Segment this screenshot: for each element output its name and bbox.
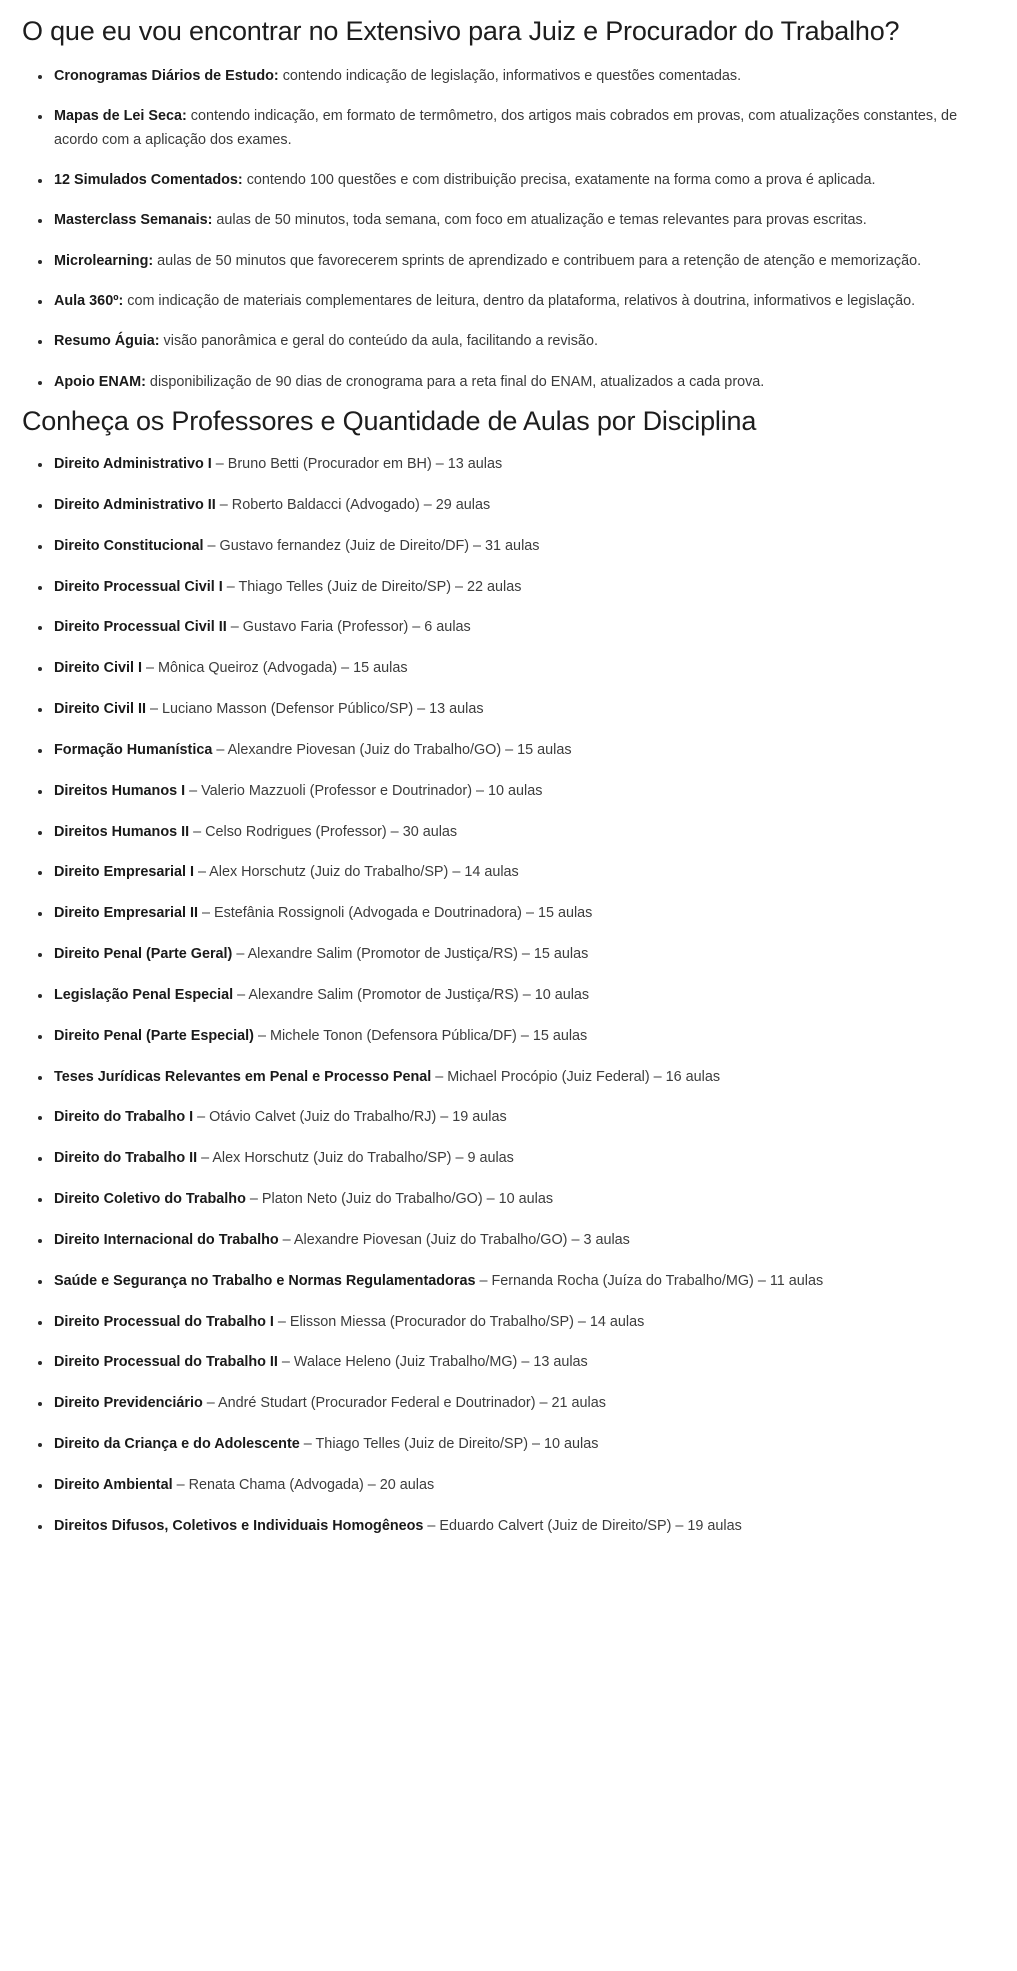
discipline-description: – Alexandre Piovesan (Juiz do Trabalho/GO) – 3 aulas	[278, 1231, 630, 1248]
list-item	[22, 290, 995, 313]
discipline-label: Direito Ambiental	[54, 1476, 173, 1493]
list-item	[22, 1229, 995, 1252]
list-item	[22, 698, 995, 721]
discipline-description: – Eduardo Calvert (Juiz de Direito/SP) – 19 aulas	[423, 1517, 742, 1534]
discipline-label: Direito Processual do Trabalho II	[54, 1354, 278, 1371]
list-item	[22, 250, 995, 273]
list-item	[22, 1270, 995, 1293]
feature-description: com indicação de materiais complementares de leitura, dentro da plataforma, relativos à doutrina, informativos e legislação.	[123, 293, 916, 310]
section-features	[22, 14, 995, 394]
teachers-section-title: Conheça os Professores e Quantidade de Aulas por Disciplina	[22, 406, 757, 437]
list-item	[22, 65, 995, 88]
discipline-label: Direito Constitucional	[54, 537, 204, 554]
list-item	[22, 209, 995, 232]
discipline-description: – Bruno Betti (Procurador em BH) – 13 aulas	[211, 456, 503, 473]
list-item	[22, 1311, 995, 1334]
list-item	[22, 616, 995, 639]
discipline-label: Direito do Trabalho I	[54, 1109, 194, 1126]
list-item	[22, 1066, 995, 1089]
discipline-description: – Renata Chama (Advogada) – 20 aulas	[172, 1476, 435, 1493]
list-item	[22, 739, 995, 762]
discipline-label: Direito da Criança e do Adolescente	[54, 1436, 300, 1453]
discipline-description: – Valerio Mazzuoli (Professor e Doutrinador) – 10 aulas	[185, 782, 543, 799]
discipline-description: – Celso Rodrigues (Professor) – 30 aulas	[189, 823, 458, 840]
list-item	[22, 453, 995, 476]
list-item	[22, 861, 995, 884]
discipline-description: – Mônica Queiroz (Advogada) – 15 aulas	[141, 660, 408, 677]
discipline-description: – Luciano Masson (Defensor Público/SP) – 13 aulas	[145, 701, 484, 718]
list-item	[22, 1433, 995, 1456]
feature-description: contendo indicação, em formato de termômetro, dos artigos mais cobrados em provas, com atualizações constantes, de acordo com a aplicação dos exames.	[54, 108, 958, 148]
discipline-description: – Alexandre Piovesan (Juiz do Trabalho/GO) – 15 aulas	[212, 741, 572, 758]
feature-label: Microlearning:	[54, 252, 154, 269]
discipline-label: Direitos Humanos II	[54, 823, 190, 840]
discipline-label: Teses Jurídicas Relevantes em Penal e Processo Penal	[54, 1068, 432, 1085]
discipline-label: Direito Penal (Parte Geral)	[54, 946, 233, 963]
list-item	[22, 169, 995, 192]
feature-label: Mapas de Lei Seca:	[54, 108, 187, 125]
feature-label: Cronogramas Diários de Estudo:	[54, 68, 279, 85]
feature-label: 12 Simulados Comentados:	[54, 172, 243, 189]
discipline-label: Direitos Humanos I	[54, 782, 186, 799]
list-item	[22, 105, 995, 152]
discipline-label: Direito Penal (Parte Especial)	[54, 1027, 254, 1044]
teachers-list	[22, 453, 995, 1538]
discipline-label: Direito Processual do Trabalho I	[54, 1313, 274, 1330]
feature-description: contendo indicação de legislação, informativos e questões comentadas.	[278, 68, 742, 85]
discipline-description: – Fernanda Rocha (Juíza do Trabalho/MG) – 11 aulas	[475, 1272, 824, 1289]
list-item	[22, 902, 995, 925]
list-item	[22, 1025, 995, 1048]
discipline-label: Direito Processual Civil II	[54, 619, 227, 636]
list-item	[22, 657, 995, 680]
discipline-description: – Elisson Miessa (Procurador do Trabalho/SP) – 14 aulas	[273, 1313, 645, 1330]
page-title: O que eu vou encontrar no Extensivo para Juiz e Procurador do Trabalho?	[22, 16, 900, 46]
feature-label: Apoio ENAM:	[54, 373, 146, 390]
discipline-label: Direito Internacional do Trabalho	[54, 1231, 279, 1248]
discipline-description: – Gustavo fernandez (Juiz de Direito/DF) – 31 aulas	[203, 537, 540, 554]
discipline-label: Direito Empresarial I	[54, 864, 194, 881]
discipline-description: – Walace Heleno (Juiz Trabalho/MG) – 13 aulas	[277, 1354, 588, 1371]
feature-label: Aula 360º:	[54, 293, 124, 310]
list-item	[22, 535, 995, 558]
list-item	[22, 1147, 995, 1170]
discipline-description: – André Studart (Procurador Federal e Doutrinador) – 21 aulas	[202, 1395, 606, 1412]
discipline-label: Direito Coletivo do Trabalho	[54, 1191, 246, 1208]
discipline-description: – Michele Tonon (Defensora Pública/DF) – 15 aulas	[253, 1027, 588, 1044]
list-item	[22, 943, 995, 966]
section-teachers	[22, 404, 995, 1538]
feature-description: contendo 100 questões e com distribuição precisa, exatamente na forma como a prova é aplicada.	[242, 172, 876, 189]
discipline-label: Direito Civil I	[54, 660, 142, 677]
discipline-label: Direito Previdenciário	[54, 1395, 203, 1412]
discipline-description: – Platon Neto (Juiz do Trabalho/GO) – 10 aulas	[245, 1191, 554, 1208]
discipline-description: – Gustavo Faria (Professor) – 6 aulas	[226, 619, 471, 636]
list-item	[22, 330, 995, 353]
list-item	[22, 494, 995, 517]
discipline-label: Direito do Trabalho II	[54, 1150, 198, 1167]
feature-label: Resumo Águia:	[54, 333, 160, 350]
feature-description: aulas de 50 minutos, toda semana, com foco em atualização e temas relevantes para provas escritas.	[212, 212, 867, 229]
discipline-description: – Alexandre Salim (Promotor de Justiça/RS) – 15 aulas	[232, 946, 589, 963]
list-item	[22, 1351, 995, 1374]
discipline-description: – Estefânia Rossignoli (Advogada e Doutrinadora) – 15 aulas	[197, 905, 593, 922]
list-item	[22, 1106, 995, 1129]
list-item	[22, 821, 995, 844]
discipline-description: – Alex Horschutz (Juiz do Trabalho/SP) – 14 aulas	[193, 864, 519, 881]
list-item	[22, 1515, 995, 1538]
list-item	[22, 984, 995, 1007]
discipline-label: Direito Administrativo I	[54, 456, 212, 473]
list-item	[22, 576, 995, 599]
discipline-description: – Thiago Telles (Juiz de Direito/SP) – 22 aulas	[222, 578, 522, 595]
discipline-label: Formação Humanística	[54, 741, 213, 758]
feature-description: aulas de 50 minutos que favorecerem sprints de aprendizado e contribuem para a retenção de atenção e memorização.	[153, 252, 922, 269]
discipline-label: Direito Processual Civil I	[54, 578, 223, 595]
discipline-description: – Otávio Calvet (Juiz do Trabalho/RJ) – 19 aulas	[193, 1109, 507, 1126]
discipline-description: – Michael Procópio (Juiz Federal) – 16 aulas	[431, 1068, 721, 1085]
features-list	[22, 65, 995, 394]
list-item	[22, 1474, 995, 1497]
discipline-label: Legislação Penal Especial	[54, 986, 234, 1003]
discipline-label: Direito Civil II	[54, 701, 146, 718]
discipline-description: – Alex Horschutz (Juiz do Trabalho/SP) – 9 aulas	[197, 1150, 514, 1167]
discipline-label: Direitos Difusos, Coletivos e Individuais Homogêneos	[54, 1517, 424, 1534]
discipline-label: Direito Empresarial II	[54, 905, 198, 922]
feature-label: Masterclass Semanais:	[54, 212, 213, 229]
list-item	[22, 1188, 995, 1211]
discipline-description: – Alexandre Salim (Promotor de Justiça/RS) – 10 aulas	[233, 986, 590, 1003]
discipline-label: Saúde e Segurança no Trabalho e Normas Regulamentadoras	[54, 1272, 476, 1289]
discipline-label: Direito Administrativo II	[54, 496, 216, 513]
discipline-description: – Roberto Baldacci (Advogado) – 29 aulas	[215, 496, 491, 513]
list-item	[22, 780, 995, 803]
feature-description: visão panorâmica e geral do conteúdo da aula, facilitando a revisão.	[159, 333, 598, 350]
list-item	[22, 371, 995, 394]
list-item	[22, 1392, 995, 1415]
feature-description: disponibilização de 90 dias de cronograma para a reta final do ENAM, atualizados a cada prova.	[145, 373, 765, 390]
discipline-description: – Thiago Telles (Juiz de Direito/SP) – 10 aulas	[299, 1436, 599, 1453]
